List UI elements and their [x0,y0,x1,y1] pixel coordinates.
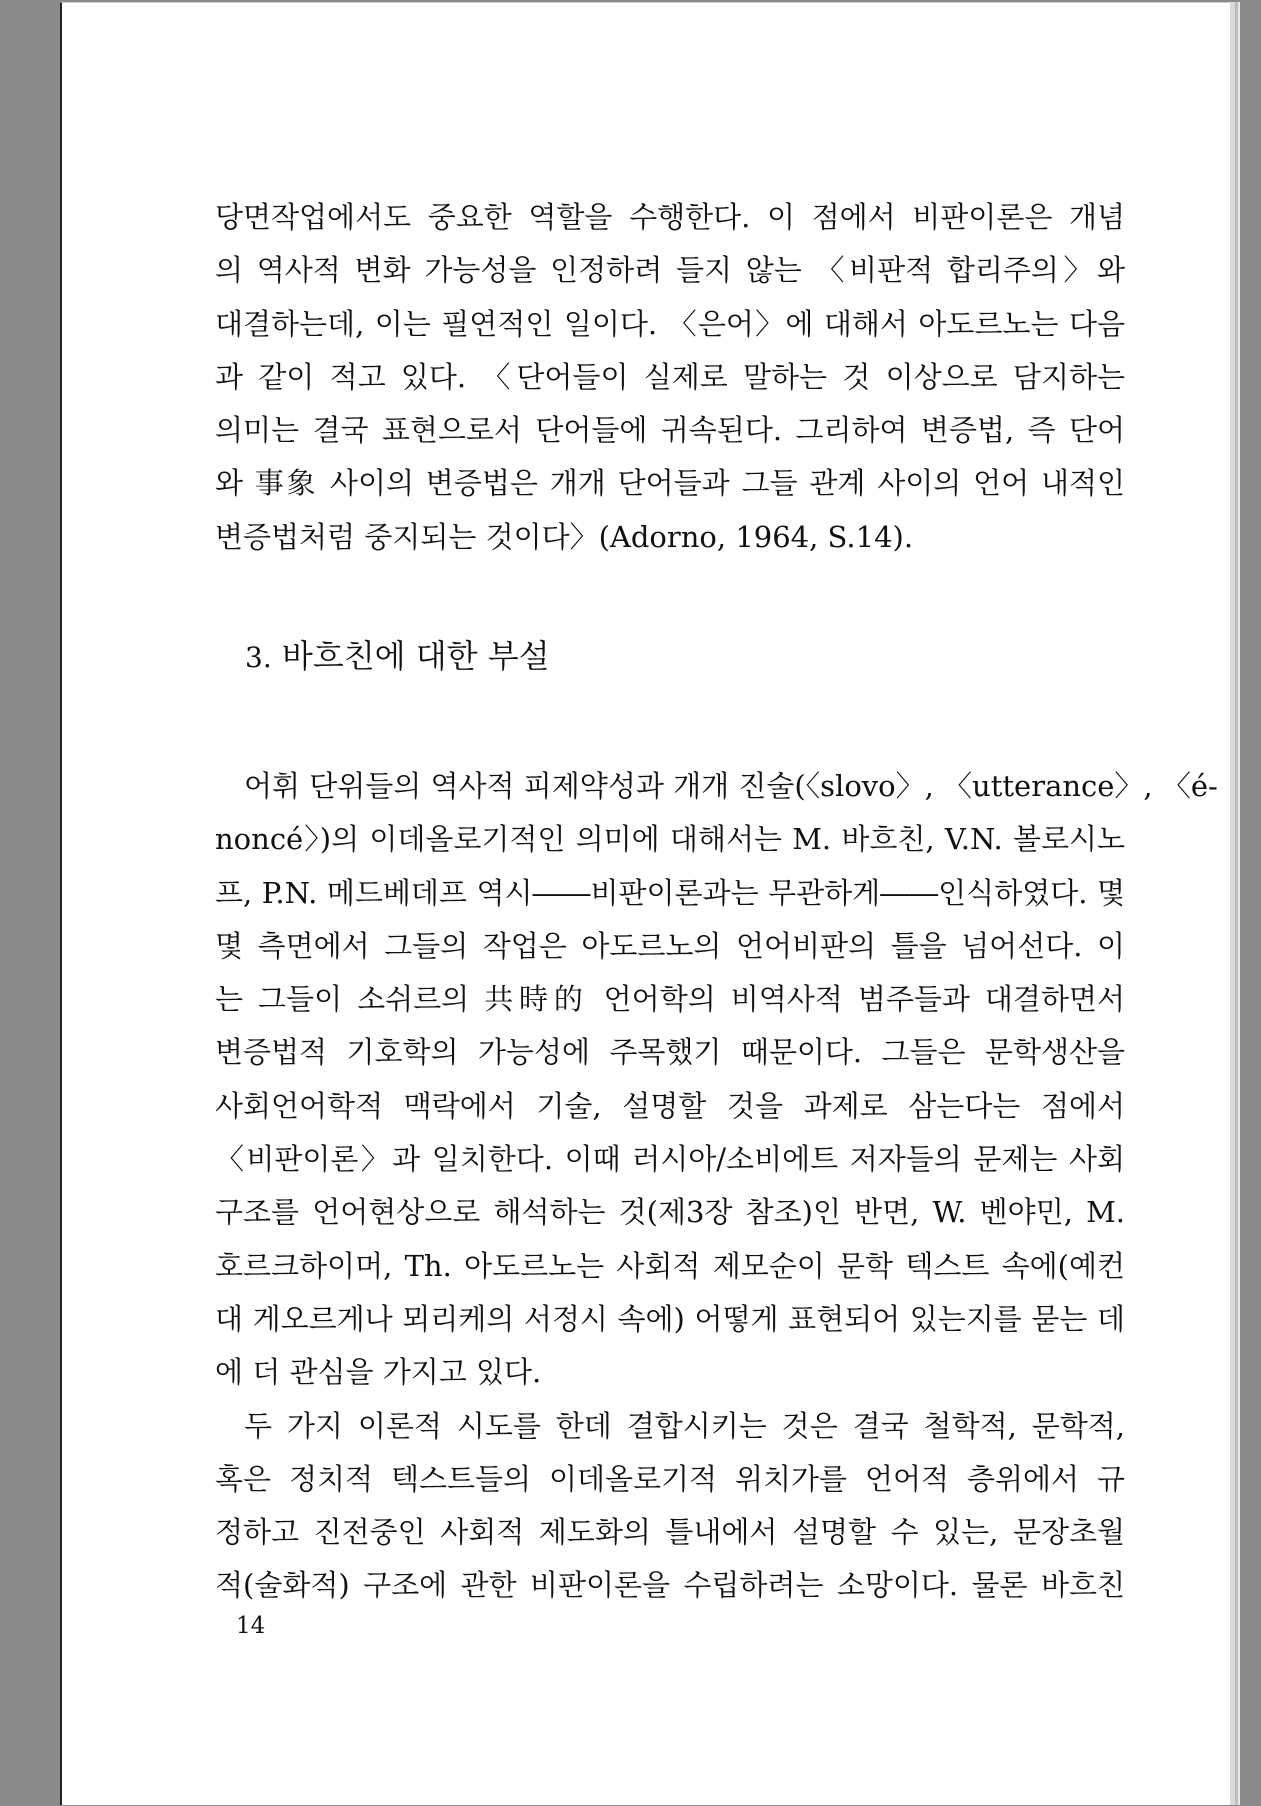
text-line: 〈비판이론〉과 일치한다. 이때 러시아/소비에트 저자들의 문제는 사회 [215,1142,1125,1177]
section-title: 바흐친에 대한 부설 [281,637,550,675]
text-line: noncé〉)의 이데올로기적인 의미에 대해서는 M. 바흐친, V.N. 볼로시노 [215,822,1125,857]
text-line: 는 그들이 소쉬르의 共時的 언어학의 비역사적 범주들과 대결하면서 [215,982,1125,1017]
page-number: 14 [236,1613,266,1639]
text-line: 과 같이 적고 있다. 〈단어들이 실제로 말하는 것 이상으로 담지하는 [215,359,1125,394]
text-line: 와 事象 사이의 변증법은 개개 단어들과 그들 관계 사이의 언어 내적인 [215,466,1125,501]
book-page [60,2,1230,1805]
text-line: 호르크하이머, Th. 아도르노는 사회적 제모순이 문학 텍스트 속에(예컨 [215,1248,1125,1283]
section-heading [245,631,550,683]
paragraph-1 [215,191,1125,564]
text-line: 어휘 단위들의 역사적 피제약성과 개개 진술(〈slovo〉, 〈utterance〉, 〈é- [244,769,1218,803]
text-line: 정하고 진전중인 사회적 제도화의 틀내에서 설명할 수 있는, 문장초월 [215,1515,1125,1550]
text-line: 변증법처럼 중지되는 것이다〉(Adorno, 1964, S.14). [215,519,914,554]
text-line: 혹은 정치적 텍스트들의 이데올로기적 위치가를 언어적 층위에서 규 [215,1461,1125,1496]
paragraph-2 [215,760,1218,1613]
text-line: 당면작업에서도 중요한 역할을 수행한다. 이 점에서 비판이론은 개념 [215,200,1125,234]
text-line: 적(술화적) 구조에 관한 비판이론을 수립하려는 소망이다. 물론 바흐친 [215,1568,1125,1603]
text-line: 대 게오르게나 뫼리케의 서정시 속에) 어떻게 표현되어 있는지를 묻는 데 [215,1301,1125,1336]
text-line: 구조를 언어현상으로 해석하는 것(제3장 참조)인 반면, W. 벤야민, M. [215,1195,1125,1230]
text-line: 사회언어학적 맥락에서 기술, 설명할 것을 과제로 삼는다는 점에서 [215,1088,1125,1123]
text-line: 대결하는데, 이는 필연적인 일이다. 〈은어〉에 대해서 아도르노는 다음 [215,306,1125,341]
text-line: 두 가지 이론적 시도를 한데 결합시키는 것은 결국 철학적, 문학적, [244,1408,1125,1443]
text-line: 변증법적 기호학의 가능성에 주목했기 때문이다. 그들은 문학생산을 [215,1035,1125,1070]
text-line: 프, P.N. 메드베데프 역시――비판이론과는 무관하게――인식하였다. 몇 [215,875,1125,910]
section-number: 3. [245,641,272,674]
text-line: 에 더 관심을 가지고 있다. [215,1355,542,1390]
text-line: 의미는 결국 표현으로서 단어들에 귀속된다. 그리하여 변증법, 즉 단어 [215,413,1125,448]
text-line: 몇 측면에서 그들의 작업은 아도르노의 언어비판의 틀을 넘어선다. 이 [215,928,1125,963]
text-line: 의 역사적 변화 가능성을 인정하려 들지 않는 〈비판적 합리주의〉와 [215,253,1125,288]
